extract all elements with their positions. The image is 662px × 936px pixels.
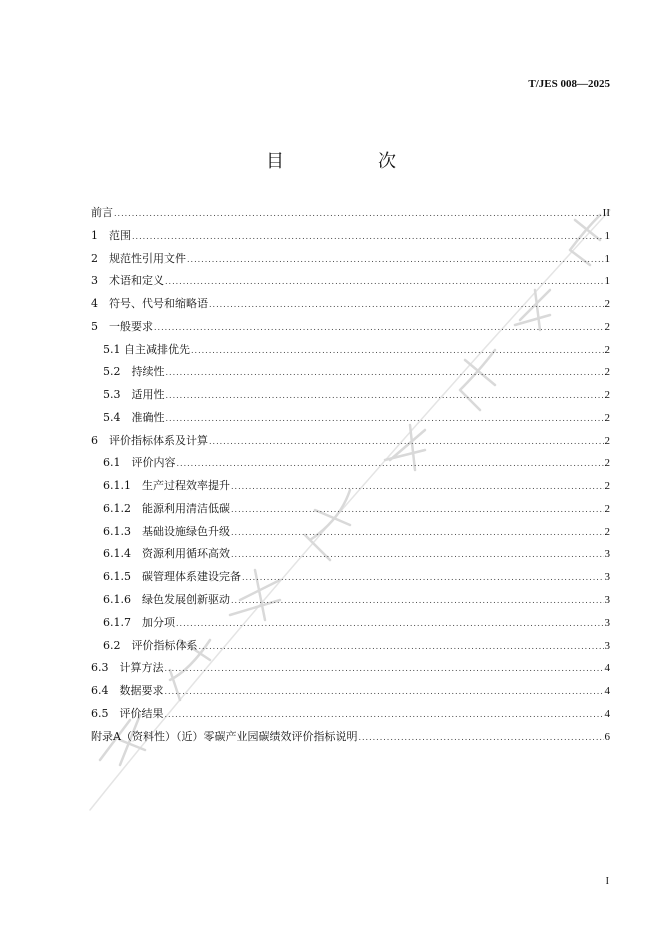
toc-entry-label: 绿色发展创新驱动 [142,593,230,607]
leader-dots [187,249,604,272]
toc-entry-number: 6.4 [91,684,120,698]
toc-entry-label: 准确性 [131,410,165,424]
toc-entry-label: 前言 [91,206,113,219]
leader-dots [176,613,604,636]
page-number: I [605,876,609,887]
toc-entry-label: 数据要求 [119,684,164,698]
toc-entry-page: 3 [604,594,610,607]
toc-entry[interactable] [91,475,610,498]
toc-entry-label: 碳管理体系建设完备 [142,570,241,584]
table-of-contents [91,202,610,748]
leader-dots [166,408,604,431]
toc-entry-number: 3 [91,274,109,288]
leader-dots [231,544,604,567]
toc-entry[interactable] [91,589,610,612]
leader-dots [165,658,604,681]
toc-entry-label: 附录A（资料性）（近）零碳产业园碳绩效评价指标说明 [91,729,358,743]
leader-dots [209,294,604,317]
leader-dots [231,476,604,499]
toc-entry-page: II [602,207,610,219]
toc-entry-label: 持续性 [131,365,165,379]
leader-dots [177,453,604,476]
toc-entry-label: 基础设施绿色升级 [142,524,230,538]
toc-entry[interactable] [91,543,610,566]
toc-entry-label: 自主减排优先 [124,342,190,356]
toc-entry-number: 5.1 [103,342,124,356]
toc-entry-page: 2 [604,411,610,424]
toc-entry-label: 术语和定义 [109,274,164,288]
toc-entry-number: 6.1.5 [103,570,142,584]
toc-entry-page: 2 [604,480,610,493]
leader-dots [191,340,604,363]
toc-entry[interactable] [91,202,610,225]
leader-dots [231,522,604,545]
toc-entry-label: 资源利用循环高效 [142,547,230,561]
page-title: 目 次 [266,151,434,172]
toc-entry[interactable] [91,430,610,453]
toc-entry-label: 评价内容 [131,456,176,470]
toc-entry[interactable] [91,225,610,248]
toc-entry[interactable] [91,452,610,475]
toc-entry[interactable] [91,635,610,658]
toc-entry-number: 2 [91,251,109,265]
toc-entry-label: 适用性 [131,388,165,402]
leader-dots [358,727,603,750]
toc-entry-label: 规范性引用文件 [109,251,186,265]
toc-entry-label: 评价指标体系 [131,638,198,652]
leader-dots [154,317,604,340]
leader-dots [165,704,604,727]
toc-entry-page: 1 [604,275,610,288]
toc-entry-number: 6.1.1 [103,479,142,493]
toc-entry[interactable] [91,680,610,703]
toc-entry-page: 3 [604,639,610,652]
toc-entry-number: 6.1.7 [103,615,142,629]
toc-entry-number: 6.2 [103,638,132,652]
toc-entry-number: 5.2 [103,365,132,379]
leader-dots [242,567,604,590]
toc-entry-page: 2 [604,434,610,447]
toc-entry[interactable] [91,407,610,430]
toc-entry-number: 6.1 [103,456,132,470]
toc-entry-number: 6.5 [91,706,120,720]
toc-entry[interactable] [91,293,610,316]
toc-entry-label: 加分项 [142,615,175,629]
toc-entry-page: 4 [604,707,610,720]
toc-entry-number: 6.1.3 [103,524,142,538]
toc-entry-page: 2 [604,320,610,333]
toc-entry-number: 5.3 [103,388,132,402]
toc-entry-number: 5 [91,319,109,333]
toc-entry-page: 2 [604,298,610,311]
leader-dots [114,203,602,226]
toc-entry-page: 3 [604,548,610,561]
toc-entry[interactable] [91,384,610,407]
toc-entry-number: 5.4 [103,410,132,424]
toc-entry[interactable] [91,726,610,749]
toc-entry-number: 6.1.4 [103,547,142,561]
toc-entry[interactable] [91,498,610,521]
toc-entry-page: 2 [604,502,610,515]
leader-dots [166,385,604,408]
toc-entry-label: 一般要求 [109,319,153,333]
toc-entry[interactable] [91,361,610,384]
leader-dots [209,431,604,454]
leader-dots [231,499,604,522]
toc-entry-number: 6.1.6 [103,593,142,607]
toc-entry-page: 4 [604,685,610,698]
leader-dots [165,681,604,704]
toc-entry-page: 2 [604,457,610,470]
toc-entry-label: 符号、代号和缩略语 [109,297,208,311]
toc-entry[interactable] [91,566,610,589]
toc-entry-label: 生产过程效率提升 [142,479,230,493]
toc-entry[interactable] [91,612,610,635]
toc-entry-label: 评价结果 [119,706,164,720]
toc-entry[interactable] [91,316,610,339]
toc-entry-label: 计算方法 [119,661,164,675]
toc-entry[interactable] [91,703,610,726]
toc-entry[interactable] [91,270,610,293]
toc-entry-label: 评价指标体系及计算 [109,433,208,447]
toc-entry-number: 6.1.2 [103,501,142,515]
leader-dots [132,226,604,249]
leader-dots [165,271,604,294]
toc-entry-page: 3 [604,571,610,584]
toc-entry[interactable] [91,339,610,362]
toc-entry-page: 6 [604,730,610,743]
toc-entry-page: 1 [604,229,610,242]
toc-entry-label: 范围 [109,228,131,242]
toc-entry-number: 6 [91,433,109,447]
toc-entry-page: 2 [604,389,610,402]
leader-dots [231,590,604,613]
leader-dots [166,362,604,385]
toc-entry[interactable] [91,248,610,271]
toc-entry-page: 2 [604,525,610,538]
document-code: T/JES 008—2025 [528,78,610,90]
toc-entry-number: 6.3 [91,661,120,675]
toc-entry-page: 4 [604,662,610,675]
toc-entry-page: 2 [604,343,610,356]
toc-entry-number: 4 [91,297,109,311]
toc-entry-label: 能源利用清洁低碳 [142,501,230,515]
toc-entry-page: 1 [604,252,610,265]
toc-entry-number: 1 [91,228,109,242]
leader-dots [199,636,604,659]
toc-entry[interactable] [91,657,610,680]
toc-entry[interactable] [91,521,610,544]
toc-entry-page: 3 [604,616,610,629]
toc-entry-page: 2 [604,366,610,379]
